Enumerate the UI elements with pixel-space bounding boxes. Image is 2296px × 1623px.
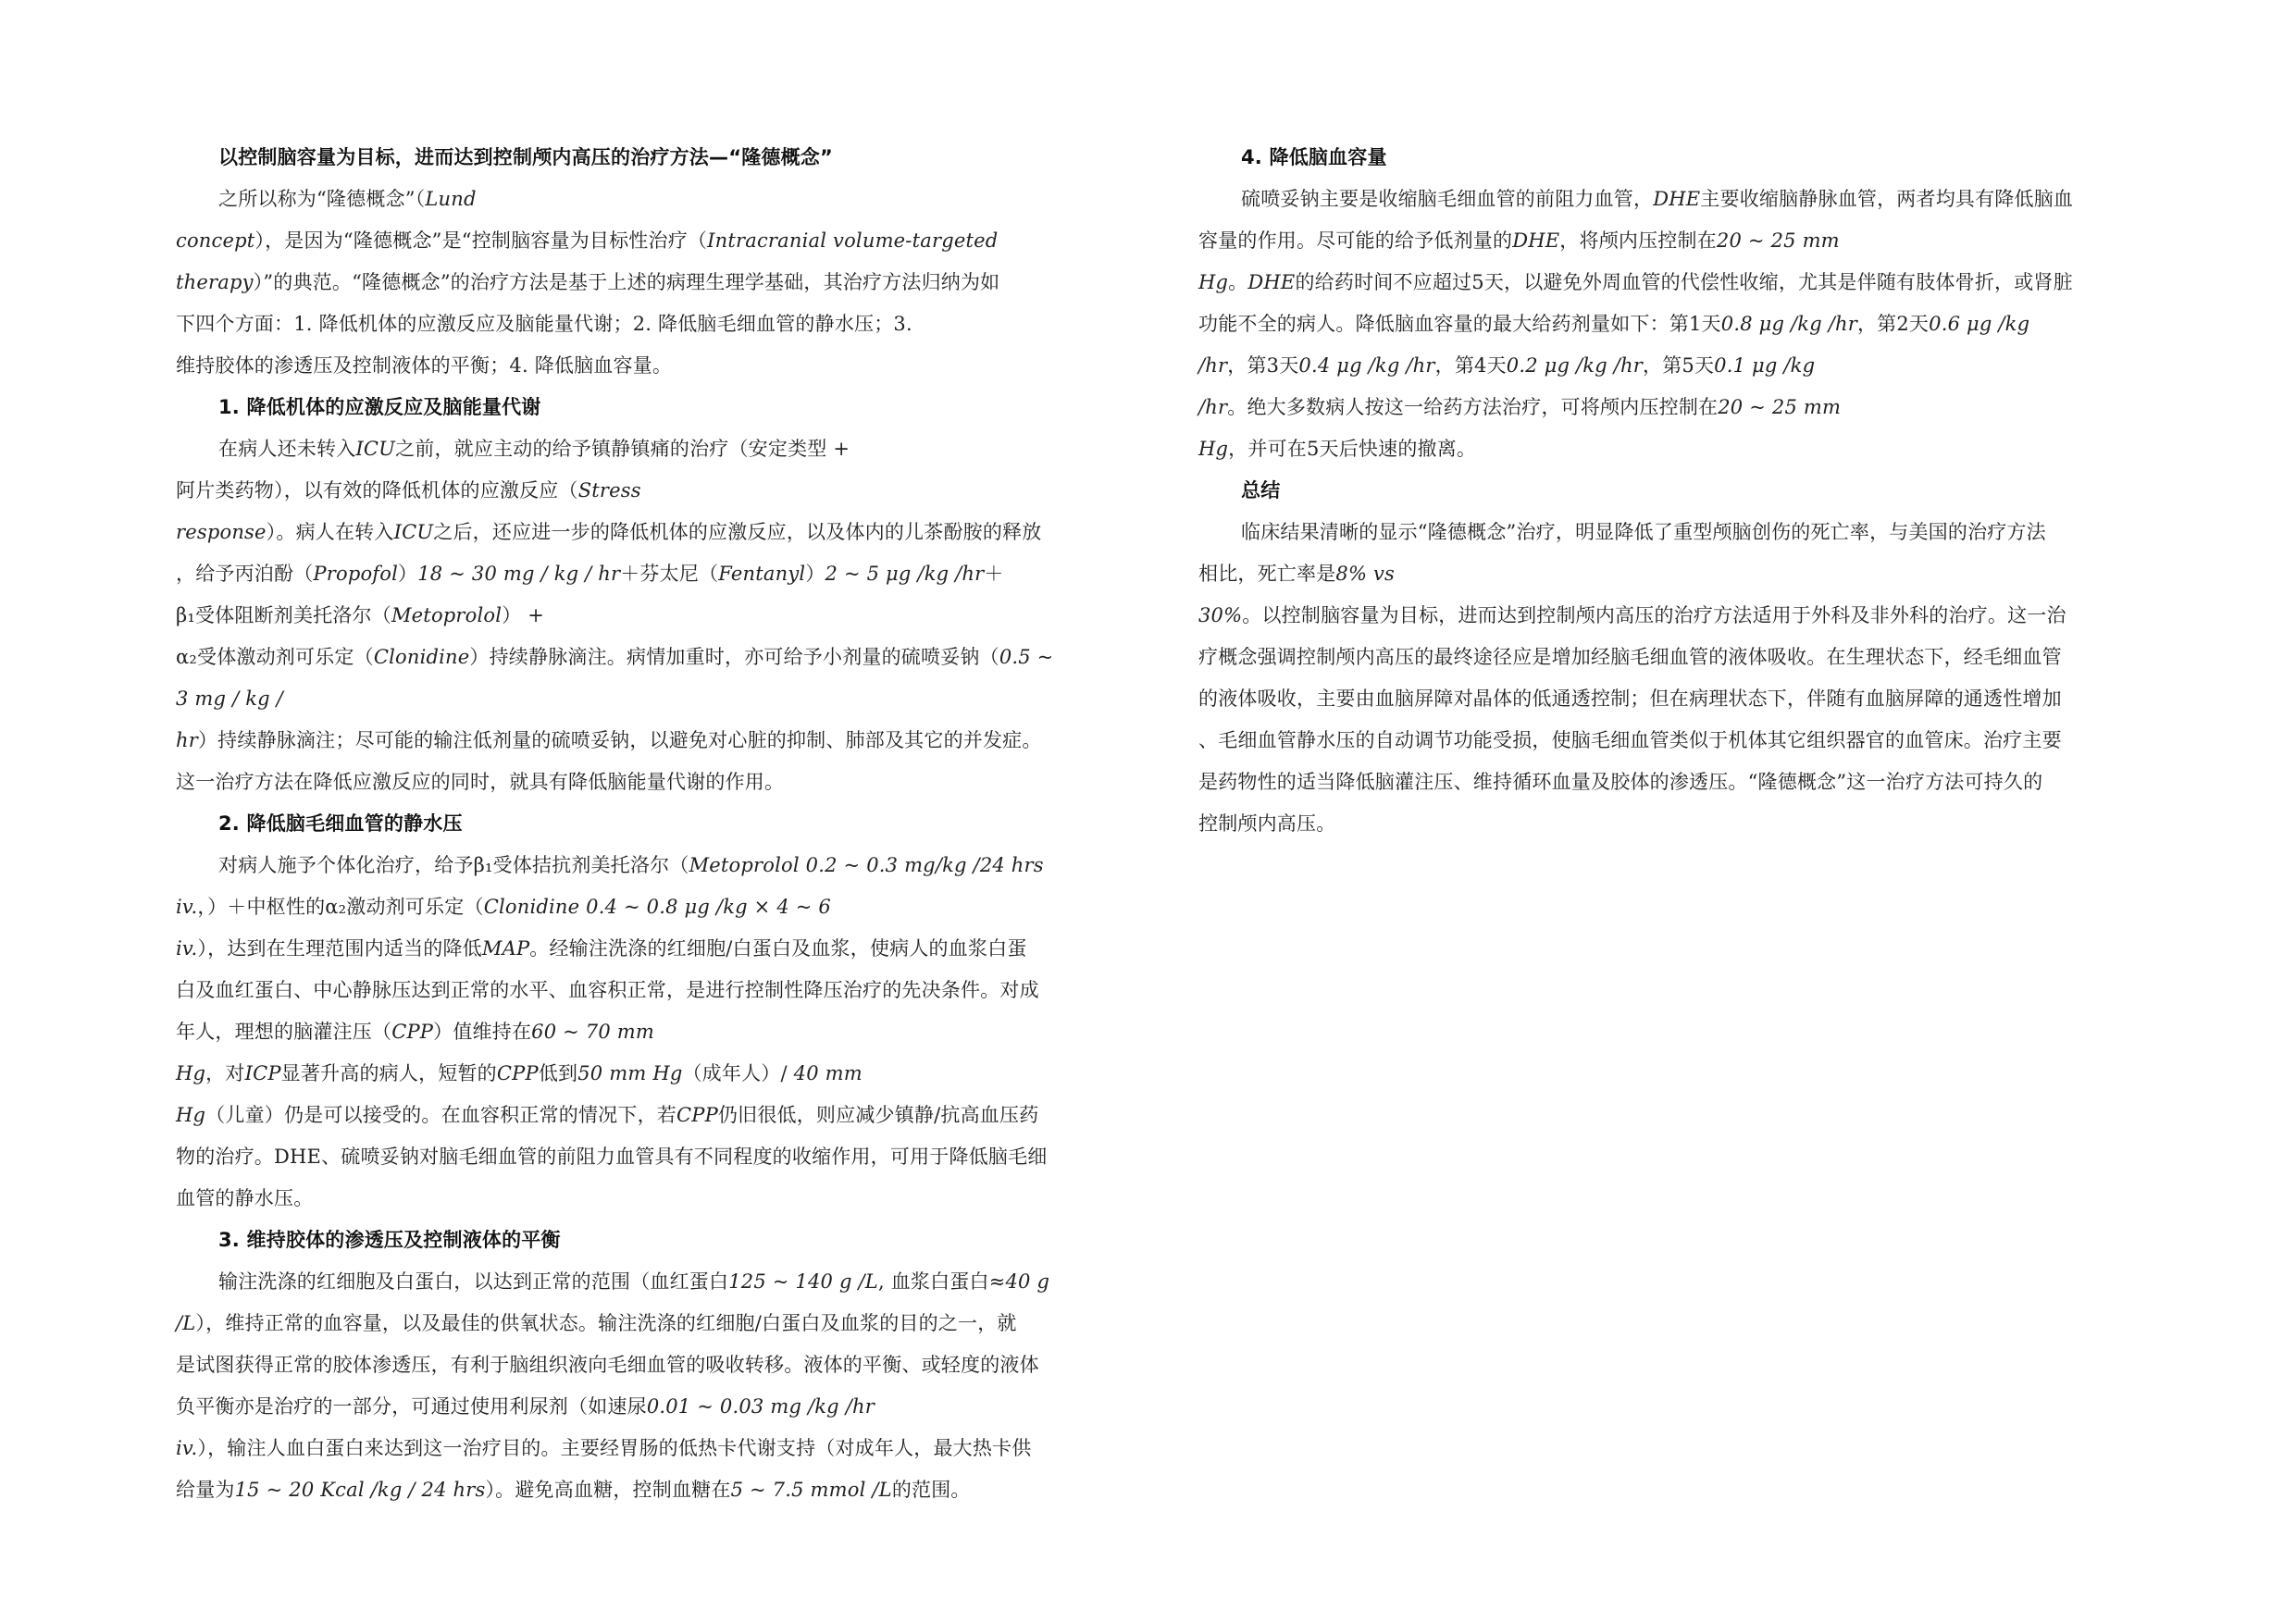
text-run: 负平衡亦是治疗的一部分，可通过使用利尿剂（如速尿: [176, 1395, 647, 1418]
paragraph-line: [176, 1095, 1124, 1136]
italic-text-run: DHE: [1512, 229, 1560, 252]
text-run: 的液体吸收，主要由血脑屏障对晶体的低通透控制；但在病理状态下，伴随有血脑屏障的通透性增加: [1198, 688, 2062, 710]
italic-text-run: ICU: [393, 521, 434, 543]
text-run: ，第5天: [1643, 354, 1715, 377]
italic-text-run: iv.: [176, 937, 198, 960]
italic-text-run: 0.4 μg /kg /hr: [1298, 354, 1435, 377]
italic-text-run: iv.: [176, 1437, 198, 1459]
italic-text-run: 18 ~ 30 mg / kg / hr: [417, 563, 621, 585]
paragraph-line: [176, 1011, 1124, 1053]
paragraph-line: [176, 470, 1124, 512]
paragraph-line: [1198, 762, 2147, 803]
text-run: ，第2天: [1856, 313, 1930, 335]
italic-text-run: ICU: [355, 438, 396, 460]
italic-text-run: Hg: [1198, 271, 1229, 293]
paragraph-line: [176, 595, 1124, 637]
italic-text-run: 40 mm: [793, 1062, 863, 1084]
paragraph-line: [1198, 595, 2147, 637]
italic-text-run: 30%: [1198, 604, 1243, 626]
paragraph-line: [176, 220, 1124, 262]
text-run: ）。病人在转入: [266, 521, 394, 543]
paragraph-line: [176, 678, 1124, 720]
paragraph-line: [176, 637, 1124, 678]
text-run: α₂受体激动剂可乐定（: [176, 646, 374, 668]
paragraph-line: [1198, 678, 2147, 720]
paragraph-line: [176, 928, 1124, 970]
text-run: 。: [1228, 271, 1248, 293]
paragraph-line: [176, 1303, 1124, 1344]
paragraph-line: [176, 1053, 1124, 1095]
italic-text-run: 60 ~ 70 mm: [531, 1021, 655, 1043]
section-heading: 3. 维持胶体的渗透压及控制液体的平衡: [218, 1229, 561, 1251]
text-run: 年人，理想的脑灌注压（: [176, 1021, 392, 1043]
text-run: 对病人施予个体化治疗，给予β₁受体拮抗剂美托洛尔（: [218, 854, 689, 876]
paragraph-line: [176, 1136, 1124, 1178]
text-run: 之前，就应主动的给予镇静镇痛的治疗（安定类型 +: [395, 438, 850, 460]
text-run: ）值维持在: [433, 1021, 532, 1043]
paragraph-line: [176, 345, 1124, 387]
section-heading: 总结: [1241, 479, 1281, 502]
paragraph-first-line: [176, 1261, 1124, 1303]
text-run: （儿童）仍是可以接受的。在血容积正常的情况下，若: [205, 1104, 676, 1126]
paragraph-line: [176, 720, 1124, 762]
text-run: 显著升高的病人，短暂的: [280, 1062, 497, 1084]
italic-text-run: Propofol: [313, 563, 399, 585]
italic-text-run: CPP: [391, 1021, 434, 1043]
italic-text-run: 40 g: [1005, 1270, 1050, 1293]
italic-text-run: hr: [176, 729, 198, 751]
paragraph-line: [1198, 803, 2147, 845]
text-run: 。绝大多数病人按这一给药方法治疗，可将颅内压控制在: [1227, 396, 1719, 418]
italic-text-run: 125 ~ 140 g /L: [728, 1270, 878, 1293]
paragraph-line: [1198, 345, 2147, 387]
text-run: 仍旧很低，则应减少镇静/抗高血压药: [717, 1104, 1039, 1126]
text-run: 低到: [538, 1062, 578, 1084]
text-run: 控制颅内高压。: [1198, 812, 1336, 835]
italic-text-run: /L: [176, 1312, 196, 1334]
text-run: ）”的典范。“隆德概念”的治疗方法是基于上述的病理生理学基础，其治疗方法归纳为如: [253, 271, 1000, 293]
italic-text-run: 50 mm Hg: [577, 1062, 683, 1084]
text-run: ，）＋中枢性的α₂激动剂可乐定（: [197, 896, 484, 918]
paragraph-line: [1198, 387, 2147, 428]
paragraph-first-line: [176, 428, 1124, 470]
text-run: 的范围。: [891, 1479, 971, 1501]
text-run: 疗概念强调控制颅内高压的最终途径应是增加经脑毛细血管的液体吸收。在生理状态下，经毛细血管: [1198, 646, 2062, 668]
paragraph-line: [176, 1469, 1124, 1511]
italic-text-run: Metoprolol 0.2 ~ 0.3 mg/kg /24 hrs: [689, 854, 1044, 876]
paragraph-line: [176, 1344, 1124, 1386]
text-run: 硫喷妥钠主要是收缩脑毛细血管的前阻力血管，: [1241, 188, 1654, 210]
text-run: ） +: [502, 604, 545, 626]
text-run: 之所以称为“隆德概念”（: [218, 188, 426, 210]
italic-text-run: DHE: [1247, 271, 1296, 293]
italic-text-run: 20 ~ 25 mm: [1716, 229, 1840, 252]
italic-text-run: 3 mg / kg /: [176, 688, 283, 710]
text-run: ），输注人血白蛋白来达到这一治疗目的。主要经胃肠的低热卡代谢支持（对成年人，最大热卡供: [197, 1437, 1032, 1459]
text-run: 给量为: [176, 1479, 235, 1501]
italic-text-run: 5 ~ 7.5 mmol /L: [730, 1479, 892, 1501]
italic-text-run: Clonidine: [373, 646, 470, 668]
text-run: 维持胶体的渗透压及控制液体的平衡；4. 降低脑血容量。: [176, 354, 673, 377]
text-run: （成年人）/: [682, 1062, 794, 1084]
text-run: 阿片类药物），以有效的降低机体的应激反应（: [176, 479, 578, 502]
text-run: 容量的作用。尽可能的给予低剂量的: [1198, 229, 1513, 252]
text-run: ）: [805, 563, 825, 585]
text-run: ，给予丙泊酚（: [176, 563, 314, 585]
text-run: 输注洗涤的红细胞及白蛋白，以达到正常的范围（血红蛋白: [218, 1270, 729, 1293]
italic-text-run: Lund: [425, 188, 477, 210]
italic-text-run: ICP: [244, 1062, 281, 1084]
paragraph-first-line: [176, 179, 1124, 220]
paragraph-line: [176, 512, 1124, 553]
italic-text-run: 0.01 ~ 0.03 mg /kg /hr: [646, 1395, 875, 1418]
text-run: ，并可在5天后快速的撤离。: [1228, 438, 1477, 460]
text-run: β₁受体阻断剂美托洛尔（: [176, 604, 391, 626]
italic-text-run: 20 ~ 25 mm: [1718, 396, 1842, 418]
text-run: ），是因为“隆德概念”是“控制脑容量为目标性治疗（: [254, 229, 708, 252]
paragraph-line: [1198, 637, 2147, 678]
paragraph-line: [1198, 220, 2147, 262]
text-run: 。以控制脑容量为目标，进而达到控制颅内高压的治疗方法适用于外科及非外科的治疗。这一治: [1242, 604, 2066, 626]
paragraph-first-line: [1198, 179, 2147, 220]
italic-text-run: 0.8 μg /kg /hr: [1720, 313, 1857, 335]
text-run: ）持续静脉滴注；尽可能的输注低剂量的硫喷妥钠，以避免对心脏的抑制、肺部及其它的并发症。: [197, 729, 1042, 751]
italic-text-run: 0.2 μg /kg /hr: [1506, 354, 1643, 377]
italic-text-run: response: [176, 521, 267, 543]
section-heading: 2. 降低脑毛细血管的静水压: [218, 812, 463, 835]
text-run: ＋芬太尼（: [620, 563, 719, 585]
paragraph-line: [176, 262, 1124, 304]
italic-text-run: DHE: [1653, 188, 1701, 210]
paragraph-line: [176, 886, 1124, 928]
text-run: 相比，死亡率是: [1198, 563, 1336, 585]
italic-text-run: /hr: [1198, 396, 1228, 418]
text-run: ，对: [205, 1062, 245, 1084]
italic-text-run: /hr: [1198, 354, 1228, 377]
paragraph-line: [1198, 428, 2147, 470]
paragraph-line: [176, 1428, 1124, 1469]
italic-text-run: Hg: [1198, 438, 1229, 460]
italic-text-run: 0.5 ~: [999, 646, 1054, 668]
italic-text-run: Fentanyl: [718, 563, 806, 585]
text-run: 物的治疗。DHE、硫喷妥钠对脑毛细血管的前阻力血管具有不同程度的收缩作用，可用于降低脑毛细: [176, 1146, 1048, 1168]
italic-text-run: 2 ~ 5 μg /kg /hr: [825, 563, 985, 585]
text-run: 。经输注洗涤的红细胞/白蛋白及血浆，使病人的血浆白蛋: [529, 937, 1027, 960]
italic-text-run: 0.1 μg /kg: [1714, 354, 1816, 377]
italic-text-run: concept: [176, 229, 255, 252]
right-column: [1198, 137, 2147, 845]
paragraph-line: [176, 970, 1124, 1011]
paragraph-line: [176, 304, 1124, 345]
paragraph-line: [1198, 553, 2147, 595]
italic-text-run: CPP: [496, 1062, 539, 1084]
italic-text-run: Clonidine 0.4 ~ 0.8 μg /kg × 4 ~ 6: [483, 896, 831, 918]
text-run: 的给药时间不应超过5天，以避免外周血管的代偿性收缩，尤其是伴随有肢体骨折，或肾脏: [1295, 271, 2073, 293]
text-run: ，将颅内压控制在: [1559, 229, 1717, 252]
text-run: ）。避免高血糖，控制血糖在: [485, 1479, 731, 1501]
section-heading: 1. 降低机体的应激反应及脑能量代谢: [218, 396, 541, 418]
text-run: ，第4天: [1434, 354, 1507, 377]
paragraph-first-line: [1198, 512, 2147, 553]
italic-text-run: 8% vs: [1335, 563, 1396, 585]
text-run: ，第3天: [1227, 354, 1299, 377]
italic-text-run: MAP: [481, 937, 530, 960]
paragraph-line: [1198, 720, 2147, 762]
paragraph-line: [1198, 304, 2147, 345]
text-run: 是药物性的适当降低脑灌注压、维持循环血量及胶体的渗透压。“隆德概念”这一治疗方法可持久的: [1198, 771, 2043, 793]
italic-text-run: Stress: [577, 479, 641, 502]
text-run: ＋: [984, 563, 1004, 585]
paragraph-line: [176, 762, 1124, 803]
italic-text-run: 15 ~ 20 Kcal /kg / 24 hrs: [234, 1479, 486, 1501]
text-run: ）: [398, 563, 418, 585]
italic-text-run: CPP: [676, 1104, 718, 1126]
italic-text-run: Intracranial volume-targeted: [707, 229, 999, 252]
text-run: 血管的静水压。: [176, 1187, 314, 1209]
italic-text-run: therapy: [176, 271, 254, 293]
section-heading: 4. 降低脑血容量: [1241, 146, 1387, 168]
text-run: 、毛细血管静水压的自动调节功能受损，使脑毛细血管类似于机体其它组织器官的血管床。治疗主要: [1198, 729, 2062, 751]
italic-text-run: 0.6 μg /kg: [1929, 313, 2030, 335]
text-run: 之后，还应进一步的降低机体的应激反应，以及体内的儿茶酚胺的释放: [433, 521, 1042, 543]
text-run: , 血浆白蛋白≈: [877, 1270, 1006, 1293]
paragraph-line: [176, 1178, 1124, 1220]
italic-text-run: Metoprolol: [391, 604, 503, 626]
text-run: 这一治疗方法在降低应激反应的同时，就具有降低脑能量代谢的作用。: [176, 771, 785, 793]
left-column: [176, 137, 1124, 1511]
italic-text-run: iv.: [176, 896, 198, 918]
text-run: 下四个方面：1. 降低机体的应激反应及脑能量代谢；2. 降低脑毛细血管的静水压；3.: [176, 313, 912, 335]
text-run: 白及血红蛋白、中心静脉压达到正常的水平、血容积正常，是进行控制性降压治疗的先决条件。对成: [176, 979, 1039, 1001]
text-run: 临床结果清晰的显示“隆德概念”治疗，明显降低了重型颅脑创伤的死亡率，与美国的治疗方法: [1241, 521, 2046, 543]
paragraph-line: [1198, 262, 2147, 304]
text-run: 功能不全的病人。降低脑血容量的最大给药剂量如下：第1天: [1198, 313, 1721, 335]
text-run: 在病人还未转入: [218, 438, 356, 460]
paragraph-line: [176, 1386, 1124, 1428]
text-run: ）持续静脉滴注。病情加重时，亦可给予小剂量的硫喷妥钠（: [469, 646, 999, 668]
section-heading: 以控制脑容量为目标，进而达到控制颅内高压的治疗方法—“隆德概念”: [218, 146, 834, 168]
text-run: ），达到在生理范围内适当的降低: [197, 937, 482, 960]
text-run: 主要收缩脑静脉血管，两者均具有降低脑血: [1700, 188, 2074, 210]
paragraph-first-line: [176, 845, 1124, 886]
italic-text-run: Hg: [176, 1062, 206, 1084]
italic-text-run: Hg: [176, 1104, 206, 1126]
text-run: ），维持正常的血容量，以及最佳的供氧状态。输注洗涤的红细胞/白蛋白及血浆的目的之一，就: [195, 1312, 1017, 1334]
text-run: 是试图获得正常的胶体渗透压，有利于脑组织液向毛细血管的吸收转移。液体的平衡、或轻度的液体: [176, 1354, 1039, 1376]
paragraph-line: [176, 553, 1124, 595]
